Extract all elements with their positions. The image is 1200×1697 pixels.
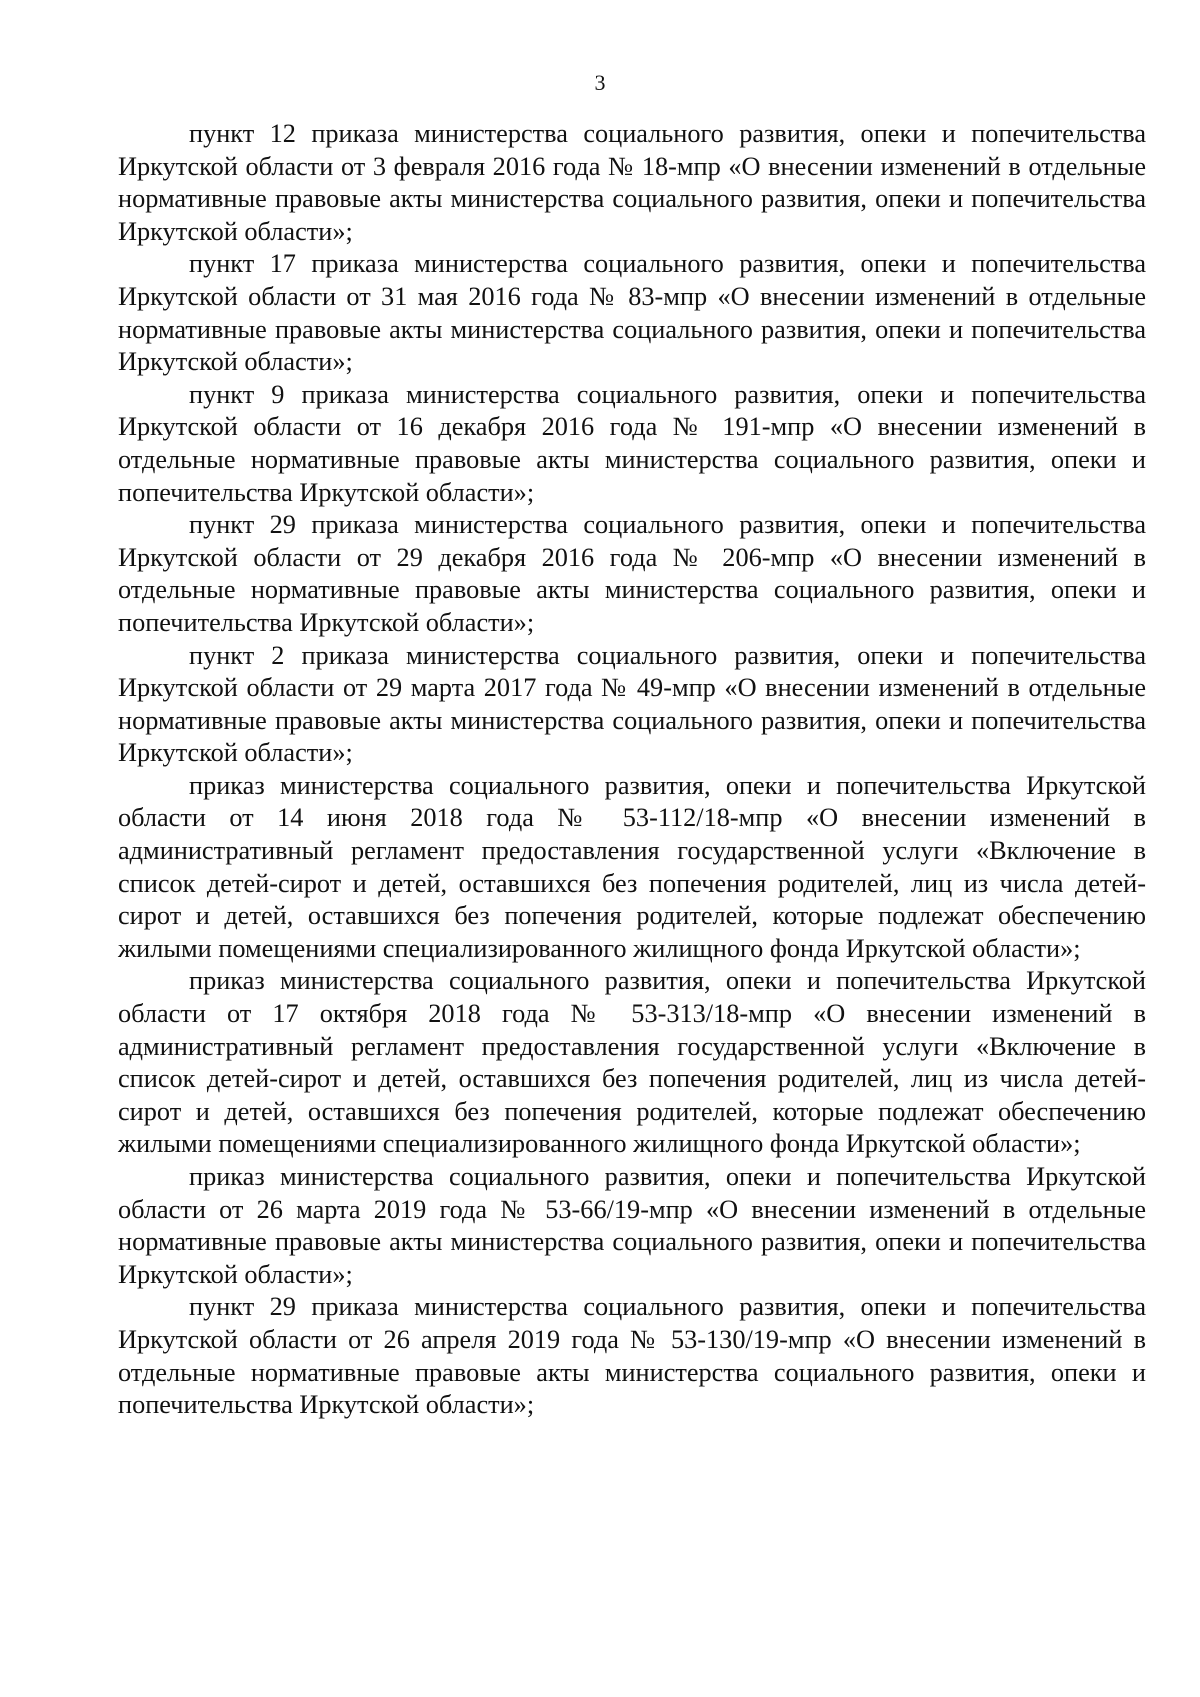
paragraph-item: пункт 12 приказа министерства социального развития, опеки и попечительства Иркутской области от 3 февраля 2016 года № 18-мпр «О внесении изменений в отдельные нормативные правовые акты министерства социального развития, опеки и попечительства Иркутской области»; [118, 119, 1146, 246]
paragraph-item: пункт 17 приказа министерства социального развития, опеки и попечительства Иркутской области от 31 мая 2016 года № 83-мпр «О внесении изменений в отдельные нормативные правовые акты министерства социального развития, опеки и попечительства Иркутской области»; [118, 249, 1146, 377]
paragraph-item: пункт 29 приказа министерства социального развития, опеки и попечительства Иркутской области от 29 декабря 2016 года № 206-мпр «О внесении изменений в отдельные нормативные правовые акты министерства социального развития, опеки и попечительства Иркутской области»; [118, 510, 1146, 637]
paragraph-item: пункт 9 приказа министерства социального развития, опеки и попечительства Иркутской области от 16 декабря 2016 года № 191-мпр «О внесении изменений в отдельные нормативные правовые акты министерства социального развития, опеки и попечительства Иркутской области»; [118, 379, 1146, 507]
paragraph-item: пункт 2 приказа министерства социального развития, опеки и попечительства Иркутской области от 29 марта 2017 года № 49-мпр «О внесении изменений в отдельные нормативные правовые акты министерства социального развития, опеки и попечительства Иркутской области»; [118, 640, 1146, 768]
document-body [118, 118, 1146, 1422]
page-number: 3 [594, 70, 606, 95]
paragraph-item: приказ министерства социального развития, опеки и попечительства Иркутской области от 26 марта 2019 года № 53-66/19-мпр «О внесении изменений в отдельные нормативные правовые акты министерства социального развития, опеки и попечительства Иркутской области»; [118, 1162, 1146, 1289]
paragraph-item: приказ министерства социального развития, опеки и попечительства Иркутской области от 14 июня 2018 года № 53-112/18-мпр «О внесении изменений в административный регламент предоставления государственной услуги «Включение в список детей-сирот и детей, оставшихся без попечения родителей, лиц из числа детей-сирот и детей, оставшихся без попечения родителей, которые подлежат обеспечению жилыми помещениями специализированного жилищного фонда Иркутской области»; [118, 770, 1146, 963]
paragraph-item: пункт 29 приказа министерства социального развития, опеки и попечительства Иркутской области от 26 апреля 2019 года № 53-130/19-мпр «О внесении изменений в отдельные нормативные правовые акты министерства социального развития, опеки и попечительства Иркутской области»; [118, 1292, 1146, 1420]
paragraph-item: приказ министерства социального развития, опеки и попечительства Иркутской области от 17 октября 2018 года № 53-313/18-мпр «О внесении изменений в административный регламент предоставления государственной услуги «Включение в список детей-сирот и детей, оставшихся без попечения родителей, лиц из числа детей-сирот и детей, оставшихся без попечения родителей, которые подлежат обеспечению жилыми помещениями специализированного жилищного фонда Иркутской области»; [118, 966, 1146, 1159]
